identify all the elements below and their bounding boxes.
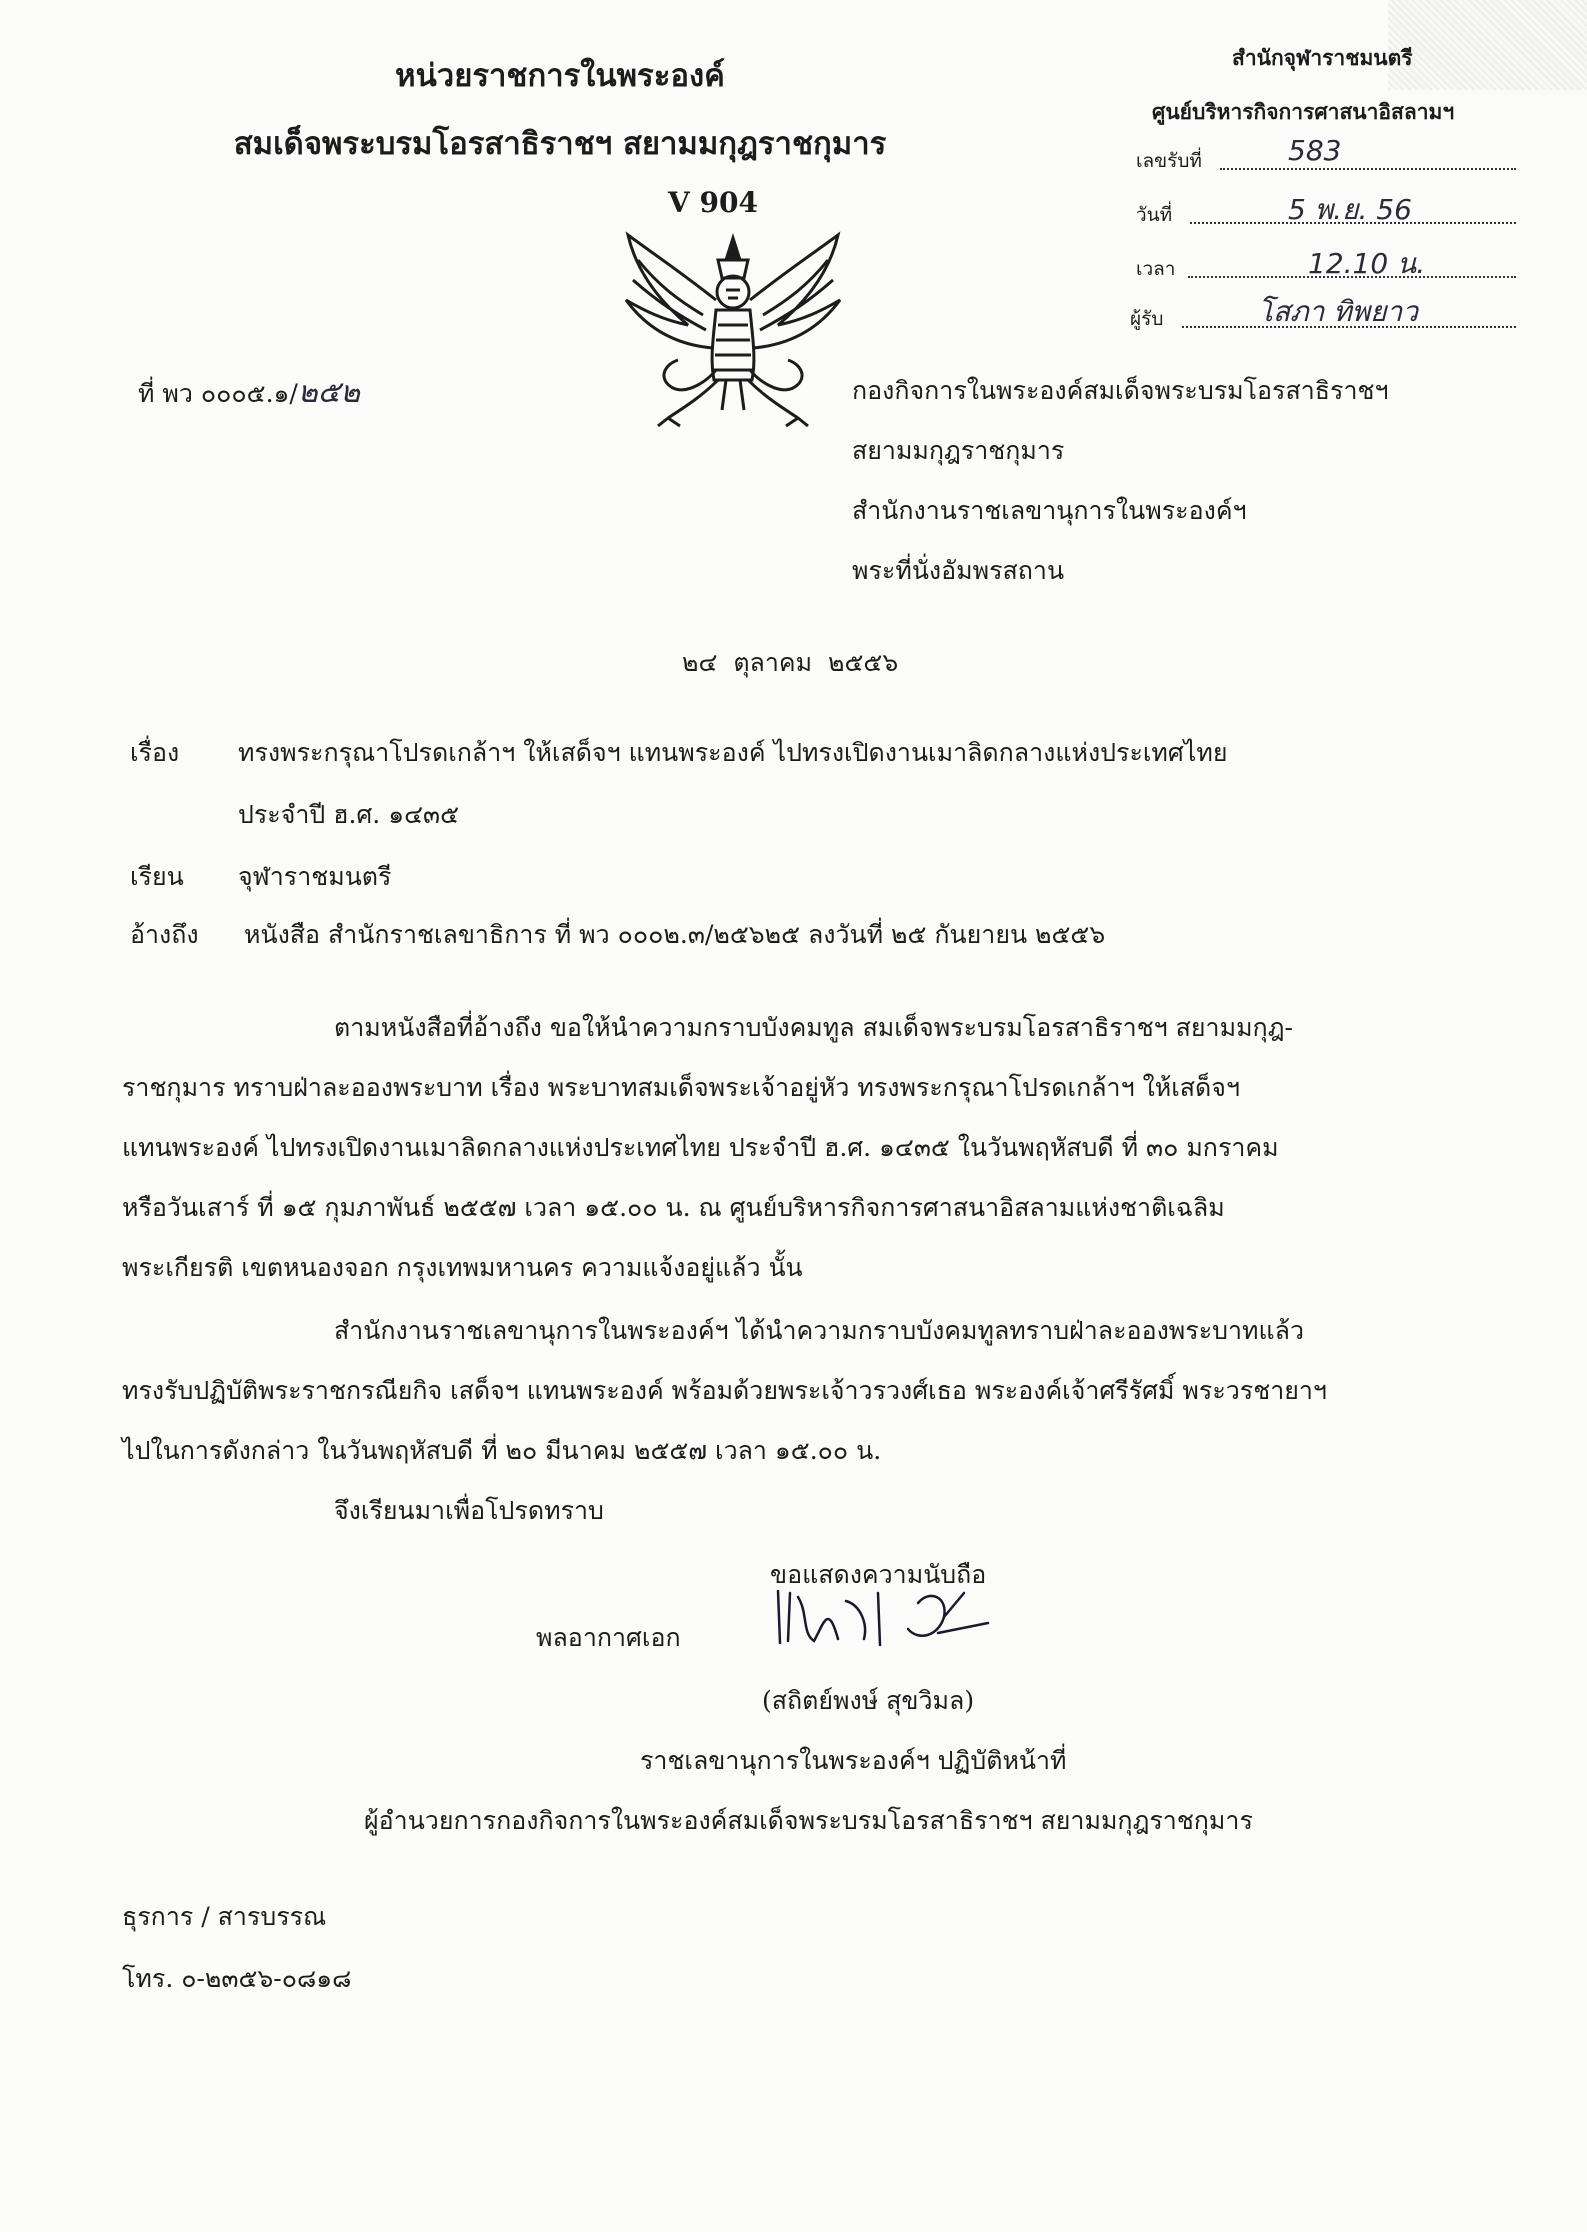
date-year: ๒๕๕๖ [828,648,899,677]
stamp-receiver-value: โสภา ทิพยาว [1258,295,1418,328]
ref-prefix: ที่ พว ๐๐๐๕.๑/ [138,379,298,408]
date-month: ตุลาคม [733,648,813,677]
garuda-emblem-icon [618,230,848,430]
footer-dept: ธุรการ / สารบรรณ [122,1902,327,1931]
body-p1-line5: พระเกียรติ เขตหนองจอก กรุงเทพมหานคร ความแจ้งอยู่แล้ว นั้น [122,1253,803,1282]
ref-handwritten: ๒๕๒ [297,375,361,410]
signatory-title2: ผู้อำนวยการกองกิจการในพระองค์สมเด็จพระบรมโอรสาธิราชฯ สยามมกุฎราชกุมาร [364,1806,1253,1835]
closing-rank: พลอากาศเอก [536,1623,681,1652]
stamp-dotline [1220,168,1516,170]
body-p2-line2: ทรงรับปฏิบัติพระราชกรณียกิจ เสด็จฯ แทนพระองค์ พร้อมด้วยพระเจ้าวรวงศ์เธอ พระองค์เจ้าศรีรัศมิ์ พระวรชายาฯ [122,1376,1327,1405]
closing-regards: ขอแสดงความนับถือ [770,1560,987,1589]
reference-label: อ้างถึง [130,920,199,949]
stamp-received-no-value: 583 [1288,134,1342,167]
sender-line2: สยามมกุฎราชกุมาร [852,436,1065,465]
body-p2-line1: สำนักงานราชเลขานุการในพระองค์ฯ ได้นำความกราบบังคมทูลทราบฝ่าละอองพระบาทแล้ว [334,1316,1304,1345]
document-date [682,650,898,675]
reference-value: หนังสือ สำนักราชเลขาธิการ ที่ พว ๐๐๐๒.๓/๒๕๖๒๕ ลงวันที่ ๒๕ กันยายน ๒๕๕๖ [244,920,1106,949]
sender-line4: พระที่นั่งอัมพรสถาน [852,556,1065,585]
stamp-time-label: เวลา [1136,258,1176,280]
sender-line1: กองกิจการในพระองค์สมเด็จพระบรมโอรสาธิราชฯ [852,376,1389,405]
signature-icon [768,1583,1008,1653]
subject-line1: ทรงพระกรุณาโปรดเกล้าฯ ให้เสด็จฯ แทนพระองค์ ไปทรงเปิดงานเมาลิดกลางแห่งประเทศไทย [238,738,1228,767]
body-p1-line2: ราชกุมาร ทราบฝ่าละอองพระบาท เรื่อง พระบาทสมเด็จพระเจ้าอยู่หัว ทรงพระกรุณาโปรดเกล้าฯ ให้เสด็จฯ [122,1073,1240,1102]
body-p1-line3: แทนพระองค์ ไปทรงเปิดงานเมาลิดกลางแห่งประเทศไทย ประจำปี ฮ.ศ. ๑๔๓๕ ในวันพฤหัสบดี ที่ ๓๐ มกราคม [122,1133,1279,1162]
body-p3: จึงเรียนมาเพื่อโปรดทราบ [334,1496,604,1525]
document-code: V 904 [668,186,758,219]
receiving-stamp [1108,22,1522,330]
agency-name-line2: สมเด็จพระบรมโอรสาธิราชฯ สยามมกุฎราชกุมาร [233,126,887,162]
stamp-time-value: 12.10 น. [1308,247,1426,280]
subject-label: เรื่อง [130,738,180,767]
body-p1-line1: ตามหนังสือที่อ้างถึง ขอให้นำความกราบบังคมทูล สมเด็จพระบรมโอรสาธิราชฯ สยามมกุฎ- [334,1013,1293,1042]
footer-phone: โทร. ๐-๒๓๕๖-๐๘๑๘ [122,1964,352,1993]
signatory-title1: ราชเลขานุการในพระองค์ฯ ปฏิบัติหน้าที่ [640,1746,1067,1775]
body-p2-line3: ไปในการดังกล่าว ในวันพฤหัสบดี ที่ ๒๐ มีนาคม ๒๕๕๗ เวลา ๑๕.๐๐ น. [122,1436,882,1465]
stamp-date-label: วันที่ [1136,204,1173,226]
stamp-org2: ศูนย์บริหารกิจการศาสนาอิสลามฯ [1152,99,1455,124]
to-label: เรียน [130,862,184,891]
document-ref [138,375,361,410]
stamp-received-no-label: เลขรับที่ [1136,150,1202,172]
stamp-date-value: 5 พ.ย. 56 [1288,193,1412,226]
subject-line2: ประจำปี ฮ.ศ. ๑๔๓๕ [238,800,459,829]
stamp-receiver-label: ผู้รับ [1130,308,1164,330]
stamp-org1: สำนักจุฬาราชมนตรี [1232,45,1413,70]
sender-line3: สำนักงานราชเลขานุการในพระองค์ฯ [852,496,1247,525]
agency-name-line1: หน่วยราชการในพระองค์ [395,58,725,94]
date-day: ๒๔ [682,648,718,677]
to-value: จุฬาราชมนตรี [238,862,392,891]
signatory-name: (สถิตย์พงษ์ สุขวิมล) [762,1686,975,1715]
body-p1-line4: หรือวันเสาร์ ที่ ๑๕ กุมภาพันธ์ ๒๕๕๗ เวลา ๑๕.๐๐ น. ณ ศูนย์บริหารกิจการศาสนาอิสลามแห่งชาติเฉลิม [122,1193,1225,1222]
